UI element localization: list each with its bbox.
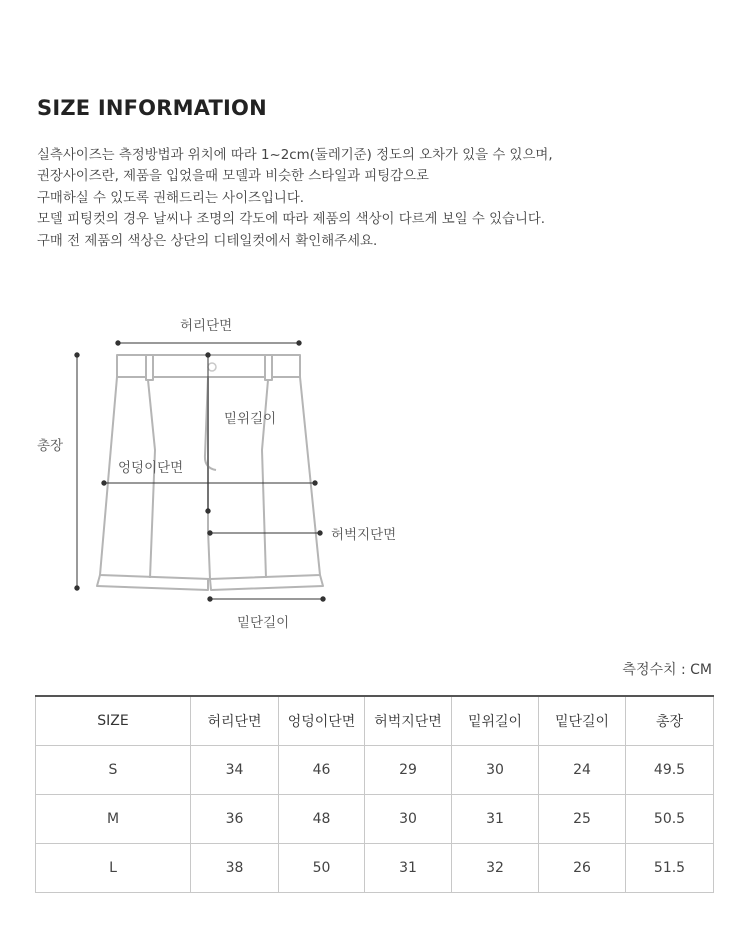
measure-dot [313,481,317,485]
total-length-label: 총장 [37,438,64,454]
page-title: SIZE INFORMATION [37,96,267,120]
table-cell: 24 [539,746,626,795]
column-header-total-length: 총장 [626,696,714,746]
hip-label: 엉덩이단면 [118,460,184,476]
shorts-measurement-diagram [0,300,750,640]
table-cell: 50 [279,844,365,893]
hem-label: 밑단길이 [237,615,290,631]
table-row [36,795,714,844]
belt-loop-right [265,355,272,380]
pleat-left [148,380,155,578]
measure-dot [206,509,210,513]
fly-stitch [205,377,216,470]
measure-dot [75,353,79,357]
table-cell: 32 [452,844,539,893]
column-header-size: SIZE [36,696,191,746]
table-cell: 30 [365,795,452,844]
size-table [35,695,714,893]
table-cell: 26 [539,844,626,893]
table-cell: 25 [539,795,626,844]
measure-dot [102,481,106,485]
table-cell: 31 [452,795,539,844]
description-line: 구매하실 수 있도록 권해드리는 사이즈입니다. [37,190,305,206]
description-line: 권장사이즈란, 제품을 입었을때 모델과 비슷한 스타일과 피팅감으로 [37,169,429,185]
measure-dot [75,586,79,590]
column-header-thigh: 허벅지단면 [365,696,452,746]
table-row [36,844,714,893]
table-cell: 29 [365,746,452,795]
waist-label: 허리단면 [180,318,233,334]
column-header-hem: 밑단길이 [539,696,626,746]
belt-loop-left [146,355,153,380]
table-cell: 30 [452,746,539,795]
shorts-illustration [0,300,750,640]
table-cell: 51.5 [626,844,714,893]
table-cell: 38 [191,844,279,893]
measure-dot [321,597,325,601]
table-cell: 48 [279,795,365,844]
description-line: 실측사이즈는 측정방법과 위치에 따라 1~2cm(둘레기준) 정도의 오차가 있을 수 있으며, [37,148,553,163]
measure-dot [208,597,212,601]
size-description [37,145,717,252]
table-cell: S [36,746,191,795]
table-cell: 31 [365,844,452,893]
table-cell: M [36,795,191,844]
table-cell: 46 [279,746,365,795]
rise-label: 밑위길이 [224,411,277,427]
button-shape [208,363,216,371]
measure-dot [206,353,210,357]
shorts-outline [100,377,320,579]
table-cell: 36 [191,795,279,844]
table-cell: 50.5 [626,795,714,844]
table-cell: 34 [191,746,279,795]
column-header-hip: 엉덩이단면 [279,696,365,746]
description-line: 모델 피팅컷의 경우 날씨나 조명의 각도에 따라 제품의 색상이 다르게 보일 수 있습니다. [37,212,546,228]
column-header-rise: 밑위길이 [452,696,539,746]
measure-dot [116,341,120,345]
unit-label: 측정수치 : CM [622,662,712,678]
thigh-label: 허벅지단면 [331,527,397,543]
description-line: 구매 전 제품의 색상은 상단의 디테일컷에서 확인해주세요. [37,233,378,249]
column-header-waist: 허리단면 [191,696,279,746]
measure-dot [318,531,322,535]
measure-dot [208,531,212,535]
table-cell: L [36,844,191,893]
table-cell: 49.5 [626,746,714,795]
measure-dot [297,341,301,345]
table-header-row [36,696,714,746]
table-row [36,746,714,795]
